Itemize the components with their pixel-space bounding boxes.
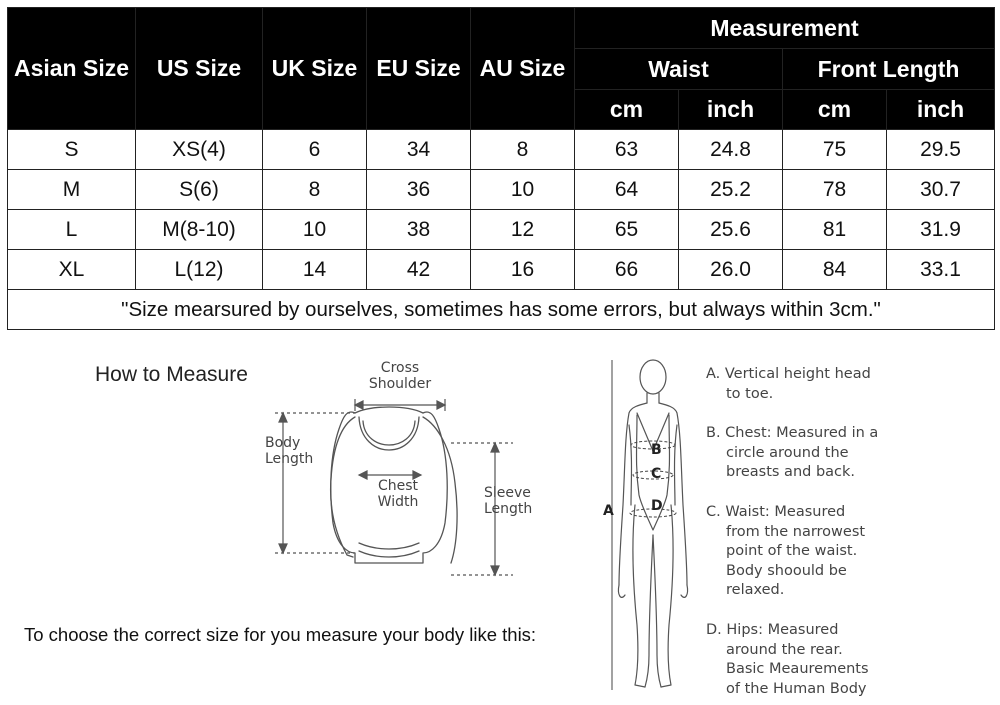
header-asian-size: Asian Size: [8, 8, 136, 130]
table-cell: 84: [783, 250, 887, 290]
table-row: [8, 130, 995, 170]
table-row: [8, 170, 995, 210]
header-unit: inch: [679, 90, 783, 130]
table-cell: S: [8, 130, 136, 170]
table-cell: 12: [471, 210, 575, 250]
table-cell: XL: [8, 250, 136, 290]
cross-shoulder-label: [360, 360, 440, 392]
table-cell: M(8-10): [136, 210, 263, 250]
legend-item: [706, 424, 996, 483]
table-cell: 34: [367, 130, 471, 170]
table-cell: 63: [575, 130, 679, 170]
table-cell: 16: [471, 250, 575, 290]
figure-letter: D: [651, 498, 663, 514]
header-measurement: Measurement: [575, 8, 995, 49]
table-cell: 64: [575, 170, 679, 210]
legend-item: [706, 621, 996, 699]
chest-width-label: [368, 478, 428, 510]
label-line: Length: [265, 451, 314, 467]
table-row: [8, 250, 995, 290]
legend-item-title: C. Waist: Measured: [706, 504, 846, 520]
table-cell: 42: [367, 250, 471, 290]
header-us-size: US Size: [136, 8, 263, 130]
header-uk-size: UK Size: [263, 8, 367, 130]
header-au-size: AU Size: [471, 8, 575, 130]
header-front-length: Front Length: [783, 49, 995, 90]
legend-item-title: A. Vertical height head: [706, 366, 871, 382]
table-row: [8, 210, 995, 250]
table-cell: XS(4): [136, 130, 263, 170]
size-chart-table: [7, 7, 995, 330]
table-cell: 30.7: [887, 170, 995, 210]
header-unit: cm: [575, 90, 679, 130]
note-row: [8, 290, 995, 330]
label-line: Body: [265, 435, 301, 451]
table-cell: 8: [263, 170, 367, 210]
header-unit: cm: [783, 90, 887, 130]
header-unit: inch: [887, 90, 995, 130]
label-line: Length: [484, 501, 533, 517]
header-eu-size: EU Size: [367, 8, 471, 130]
table-cell: 78: [783, 170, 887, 210]
table-cell: 36: [367, 170, 471, 210]
table-cell: 65: [575, 210, 679, 250]
table-cell: 25.6: [679, 210, 783, 250]
body-figure-diagram: [595, 355, 700, 700]
legend-item: [706, 365, 996, 404]
label-line: Sleeve: [484, 485, 531, 501]
table-cell: 14: [263, 250, 367, 290]
table-cell: S(6): [136, 170, 263, 210]
table-cell: 81: [783, 210, 887, 250]
measure-instruction: To choose the correct size for you measure your body like this:: [24, 624, 537, 645]
table-cell: 38: [367, 210, 471, 250]
body-length-label: [265, 435, 335, 467]
table-cell: 26.0: [679, 250, 783, 290]
table-cell: M: [8, 170, 136, 210]
table-cell: 29.5: [887, 130, 995, 170]
legend-item-title: D. Hips: Measured: [706, 622, 839, 638]
table-cell: 10: [471, 170, 575, 210]
table-cell: L: [8, 210, 136, 250]
legend-item-text: from the narrowest point of the waist. Body shoould be relaxed.: [726, 523, 866, 598]
legend-item-text: to toe.: [726, 385, 774, 402]
table-cell: 10: [263, 210, 367, 250]
label-line: Width: [377, 494, 419, 510]
label-line: Chest: [377, 478, 419, 494]
table-cell: 75: [783, 130, 887, 170]
legend-item-title: B. Chest: Measured in a: [706, 425, 879, 441]
table-cell: L(12): [136, 250, 263, 290]
figure-letter: C: [651, 466, 662, 482]
table-cell: 66: [575, 250, 679, 290]
label-line: Cross: [380, 360, 420, 376]
legend-item-text: around the rear. Basic Meaurements of the Human Body: [726, 641, 869, 697]
table-cell: 25.2: [679, 170, 783, 210]
figure-letter: A: [603, 503, 614, 519]
label-line: Shoulder: [368, 376, 432, 392]
table-cell: 33.1: [887, 250, 995, 290]
table-cell: 24.8: [679, 130, 783, 170]
legend-item-text: circle around the breasts and back.: [726, 444, 856, 480]
figure-letter: B: [651, 442, 662, 458]
header-waist: Waist: [575, 49, 783, 90]
measurement-note: "Size mearsured by ourselves, sometimes has some errors, but always within 3cm.": [8, 290, 995, 330]
table-cell: 31.9: [887, 210, 995, 250]
sleeve-length-label: [484, 485, 554, 517]
how-to-measure-title: How to Measure: [95, 363, 248, 386]
table-cell: 8: [471, 130, 575, 170]
legend-item: [706, 503, 996, 601]
table-cell: 6: [263, 130, 367, 170]
